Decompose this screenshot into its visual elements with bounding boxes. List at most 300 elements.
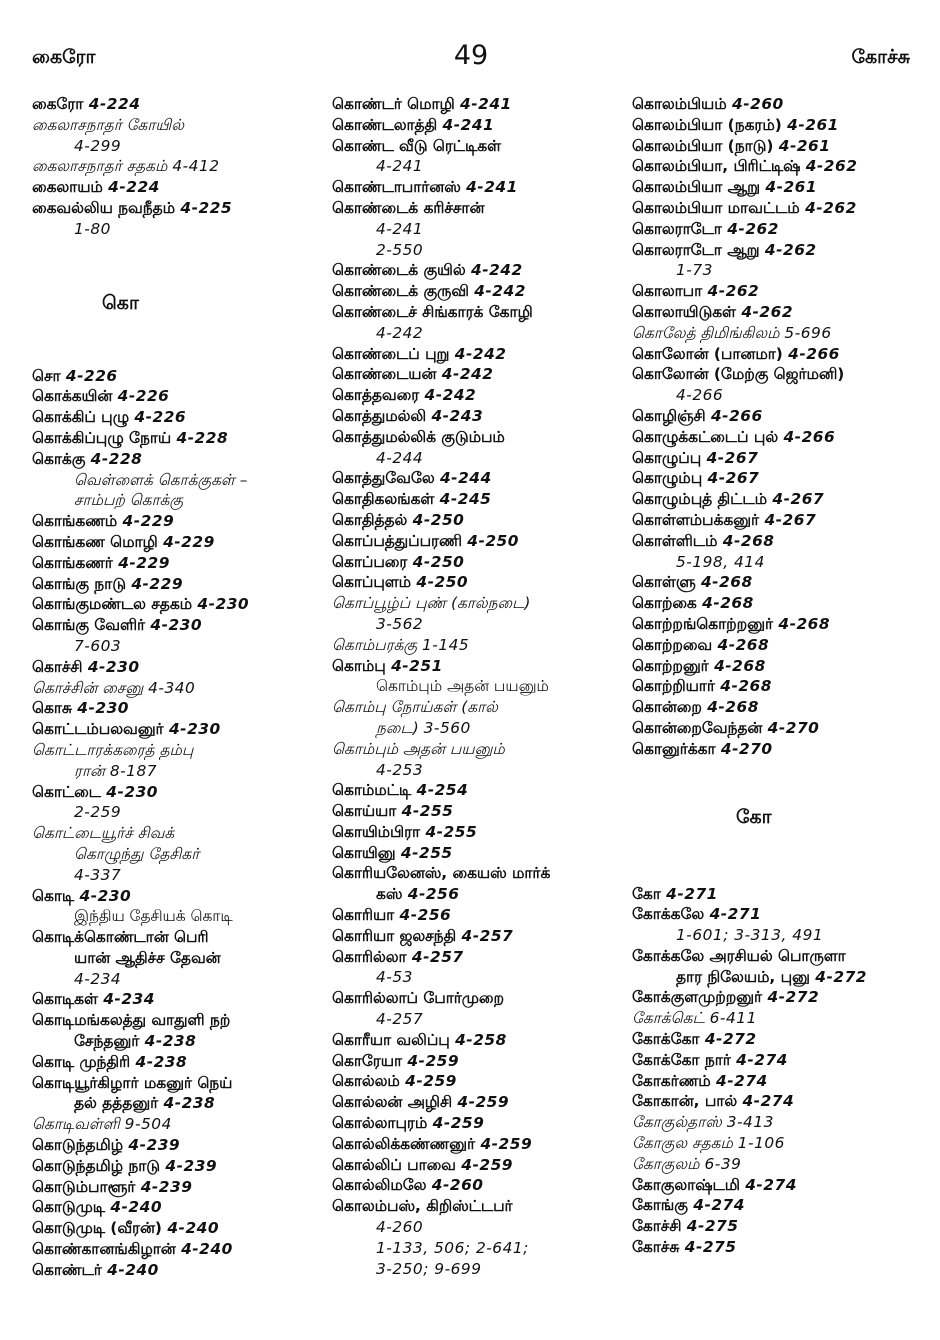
entry-term: கோ [632, 884, 661, 903]
index-entry [332, 1155, 632, 1176]
index-entry [32, 678, 332, 699]
volume-page-ref: 4-240 [110, 1198, 163, 1217]
index-entry [32, 761, 332, 782]
entry-term: கொய்யா [332, 802, 397, 821]
index-entry [332, 448, 632, 469]
entry-term: கொண்டைக் குருவி [332, 282, 469, 301]
entry-term: கொத்துவேலே [332, 469, 435, 488]
volume-page-ref: 4-241 [442, 115, 495, 134]
index-entry [332, 676, 632, 697]
entry-term: கோகான், பால் [632, 1092, 738, 1111]
entry-term: கொழும்பு [632, 469, 703, 488]
volume-page-ref: 4-255 [425, 822, 478, 841]
index-entry [332, 905, 632, 926]
volume-page-ref: 4-260 [732, 95, 784, 113]
index-entry [632, 614, 922, 635]
volume-page-ref: 4-250 [412, 552, 465, 571]
index-entry [632, 572, 922, 593]
index-entry [32, 1156, 332, 1177]
index-entry [32, 865, 332, 886]
entry-term: கொலாபா [632, 282, 703, 301]
entry-term: கொம்பு [332, 656, 386, 675]
index-entry [32, 198, 332, 219]
index-entry [332, 593, 632, 614]
volume-page-ref: 4-255 [401, 802, 454, 821]
entry-term: கொப்பூழ்ப் புண் (கால்நடை) [332, 594, 531, 613]
volume-page-ref: 4-268 [778, 614, 831, 633]
entry-term: கொரியலேனஸ், கையஸ் மார்க் [332, 864, 551, 883]
volume-page-ref: 4-234 [103, 990, 155, 1009]
entry-term: கோக்கலே அரசியல் பொருளா [632, 946, 846, 965]
index-entry [632, 1216, 922, 1237]
index-entry [332, 260, 632, 281]
volume-page-ref: 4-242 [470, 261, 523, 280]
volume-page-ref: 5-696 [784, 323, 832, 342]
index-entry [332, 1092, 632, 1113]
volume-page-ref: 4-262 [707, 282, 760, 301]
index-entry [32, 219, 332, 240]
entry-term: கொடிமங்கலத்து வாதுளி நற் [32, 1011, 231, 1030]
entry-term: கொன்றை [632, 698, 702, 717]
index-entry [632, 676, 922, 697]
page-number: 49 [453, 40, 489, 71]
index-entry [32, 740, 332, 761]
volume-page-ref: 4-260 [376, 1218, 424, 1237]
entry-term: கோச்சி [632, 1217, 682, 1236]
volume-page-ref: 4-239 [128, 1136, 181, 1155]
index-entry [632, 1071, 922, 1092]
index-entry [332, 635, 632, 656]
entry-term: கொழிஞ்சி [632, 406, 706, 425]
entry-term: கொண்டர் [32, 1260, 102, 1279]
volume-page-ref: 4-241 [460, 95, 512, 113]
entry-term: கொடி முந்திரி [32, 1052, 131, 1071]
volume-page-ref: 4-256 [399, 906, 452, 925]
index-entry [32, 136, 332, 157]
entry-term: தல் தத்தனுர் [74, 1094, 159, 1113]
volume-page-ref: 4-251 [391, 656, 443, 675]
index-entry [32, 386, 332, 407]
section-heading: கோ [736, 805, 772, 828]
volume-page-ref: 4-255 [400, 843, 453, 862]
index-entry [332, 1071, 632, 1092]
index-entry [332, 967, 632, 988]
volume-page-ref: 4-238 [135, 1052, 188, 1071]
volume-page-ref: 4-234 [74, 969, 122, 988]
volume-page-ref: 4-240 [107, 1260, 159, 1279]
index-entry [632, 656, 922, 677]
index-entry [32, 1239, 332, 1260]
index-entry [32, 719, 332, 740]
volume-page-ref: 4-272 [767, 988, 820, 1007]
volume-page-ref: 4-266 [676, 386, 724, 405]
volume-page-ref: 4-267 [764, 510, 817, 529]
index-entry [32, 636, 332, 657]
entry-term: கஸ் [376, 885, 403, 904]
index-entry [332, 1051, 632, 1072]
index-entry [332, 281, 632, 302]
entry-term: கொண்கானங்கிழான் [32, 1240, 176, 1259]
index-entry [332, 801, 632, 822]
volume-page-ref: 4-225 [180, 198, 233, 217]
entry-term: கொல்லிமலே [332, 1176, 427, 1195]
volume-page-ref: 4-242 [441, 365, 494, 384]
volume-page-ref: 4-253 [376, 760, 424, 779]
index-entry [32, 594, 332, 615]
volume-page-ref: 3-562 [376, 614, 424, 633]
index-entry [632, 1195, 922, 1216]
entry-term: கொழுப்பு [632, 448, 702, 467]
volume-page-ref: 4-257 [411, 947, 464, 966]
entry-term: கொம்பரக்கு [332, 635, 418, 654]
entry-term: கொத்துமல்லி [332, 406, 427, 425]
index-entry [32, 366, 332, 387]
index-entry [32, 823, 332, 844]
entry-term: கொலராடோ [632, 219, 722, 238]
index-entry [32, 490, 332, 511]
entry-term: கொடும்பாளூர் [32, 1177, 136, 1196]
volume-page-ref: 4-229 [163, 532, 215, 551]
volume-page-ref: 1-133, 506; 2-641; [376, 1238, 529, 1257]
index-entry [32, 657, 332, 678]
entry-term: கொற்றவை [632, 635, 713, 654]
volume-page-ref: 4-244 [376, 448, 424, 467]
entry-term: கொலாயிடுகள் [632, 302, 736, 321]
index-entry [32, 1197, 332, 1218]
index-entry [32, 156, 332, 177]
index-entry [332, 531, 632, 552]
volume-page-ref: 4-254 [416, 781, 469, 800]
volume-page-ref: 4-272 [815, 967, 868, 986]
entry-term: இந்திய தேசியக் கொடி [74, 907, 233, 926]
index-entry [32, 574, 332, 595]
index-entry [332, 240, 632, 261]
index-entry [32, 177, 332, 198]
volume-page-ref: 4-241 [466, 178, 518, 197]
index-entry [32, 1031, 332, 1052]
index-entry [32, 407, 332, 428]
index-entry [32, 511, 332, 532]
index-entry [332, 323, 632, 344]
entry-term: கொரியா [332, 906, 395, 925]
index-entry [632, 635, 922, 656]
index-entry [632, 344, 922, 365]
index-entry [632, 260, 922, 281]
entry-term: வெள்ளைக் கொக்குகள் – [74, 470, 248, 489]
index-entry [332, 1259, 632, 1280]
index-entry [32, 532, 332, 553]
entry-term: கோகுலம் [632, 1154, 700, 1173]
entry-term: கொங்கு வேளிர் [32, 616, 146, 635]
index-entry [332, 1009, 632, 1030]
entry-term: கொதிகலங்கள் [332, 490, 435, 509]
entry-term: கொரில்லா [332, 947, 407, 966]
volume-page-ref: 4-268 [717, 635, 770, 654]
index-entry [332, 427, 632, 448]
volume-page-ref: 6-411 [709, 1009, 757, 1028]
volume-page-ref: 4-228 [176, 428, 229, 447]
volume-page-ref: 4-274 [716, 1071, 768, 1090]
entry-term: கோச்சு [632, 1238, 680, 1257]
volume-page-ref: 4-261 [778, 136, 831, 155]
index-entry [32, 553, 332, 574]
entry-term: கொலம்பஸ், கிறிஸ்ட்டபர் [332, 1197, 513, 1216]
volume-page-ref: 4-230 [87, 657, 140, 676]
index-entry [332, 1134, 632, 1155]
entry-term: கொலம்பியா, பிரிட்டிஷ் [632, 157, 801, 176]
volume-page-ref: 4-229 [118, 553, 170, 572]
index-entry [332, 1113, 632, 1134]
volume-page-ref: 3-250; 9-699 [376, 1259, 482, 1278]
index-entry [632, 94, 922, 115]
entry-term: கொரில்லாப் போர்முறை [332, 989, 504, 1008]
page-header [32, 40, 910, 80]
index-entry [332, 406, 632, 427]
entry-term: கொலம்பியா மாவட்டம் [632, 198, 800, 217]
volume-page-ref: 4-239 [140, 1177, 193, 1196]
volume-page-ref: 4-230 [77, 699, 129, 718]
index-entry [632, 904, 922, 925]
index-entry [332, 760, 632, 781]
volume-page-ref: 4-258 [455, 1030, 507, 1049]
index-entry [632, 302, 922, 323]
entry-term: கொனுர்க்கா [632, 739, 716, 758]
entry-term: கொயிம்பிரா [332, 822, 421, 841]
entry-term: சேந்தனுர் [74, 1032, 140, 1051]
volume-page-ref: 4-239 [165, 1156, 218, 1175]
volume-page-ref: 4-242 [474, 282, 526, 301]
index-entry [32, 844, 332, 865]
volume-page-ref: 4-259 [405, 1072, 457, 1091]
index-entry [332, 884, 632, 905]
volume-page-ref: 4-226 [117, 387, 170, 406]
volume-page-ref: 4-230 [79, 886, 132, 905]
volume-page-ref: 4-240 [167, 1219, 220, 1238]
volume-page-ref: 7-603 [74, 636, 122, 655]
entry-term: கொலராடோ ஆறு [632, 240, 760, 259]
index-entry [332, 136, 632, 157]
index-entry [332, 1238, 632, 1259]
volume-page-ref: 1-80 [74, 219, 111, 238]
volume-page-ref: 4-272 [704, 1030, 757, 1049]
index-entry [32, 1114, 332, 1135]
volume-page-ref: 4-275 [686, 1217, 739, 1236]
index-entry [32, 989, 332, 1010]
entry-term: கோகர்ணம் [632, 1071, 711, 1090]
entry-term: கொண்டலாத்தி [332, 115, 438, 134]
entry-term: சொ [32, 366, 61, 385]
volume-page-ref: 4-242 [454, 344, 507, 363]
entry-term: நடை) [376, 718, 419, 737]
volume-page-ref: 4-230 [150, 616, 203, 635]
volume-page-ref: 1-601; 3-313, 491 [676, 926, 824, 945]
entry-term: கைலாயம் [32, 178, 103, 197]
volume-page-ref: 4-268 [702, 594, 754, 613]
volume-page-ref: 4-274 [693, 1196, 745, 1215]
entry-term: கொழுக்கட்டைப் புல் [632, 427, 779, 446]
header-first-word: கைரோ [32, 46, 96, 68]
index-entry [332, 697, 632, 718]
entry-term: கொக்கயின் [32, 387, 113, 406]
index-entry [332, 385, 632, 406]
entry-term: கொரியா ஜலசந்தி [332, 926, 457, 945]
volume-page-ref: 4-266 [788, 344, 840, 363]
volume-page-ref: 4-259 [461, 1155, 514, 1174]
entry-term: கொற்றனுர் [632, 656, 709, 675]
volume-page-ref: 2-259 [74, 803, 122, 822]
entry-term: கோகுல சதகம் [632, 1134, 733, 1153]
entry-term: கொட்டம்பலவனுர் [32, 720, 164, 739]
entry-term: கொலம்பியா ஆறு [632, 178, 760, 197]
entry-term: கொள்ளம்பக்கனுர் [632, 510, 760, 529]
volume-page-ref: 4-259 [457, 1093, 510, 1112]
index-entry [332, 468, 632, 489]
entry-term: கொள்ளு [632, 573, 696, 592]
volume-page-ref: 4-299 [74, 136, 122, 155]
index-entry [632, 240, 922, 261]
volume-page-ref: 4-274 [745, 1175, 797, 1194]
index-entry [632, 967, 922, 988]
index-entry [632, 177, 922, 198]
volume-page-ref: 4-226 [65, 366, 118, 385]
entry-term: கொண்டாபார்னஸ் [332, 178, 461, 197]
index-entry [632, 219, 922, 240]
index-entry [32, 449, 332, 470]
volume-page-ref: 4-268 [700, 573, 753, 592]
index-entry [32, 886, 332, 907]
entry-term: கொம்பும் அதன் பயனும் [376, 677, 549, 696]
volume-page-ref: 4-224 [108, 178, 160, 197]
volume-page-ref: 4-226 [134, 408, 187, 427]
section-heading: கொ [102, 291, 139, 314]
entry-term: கொடியூர்கிழார் மகனுர் நெய் [32, 1073, 233, 1092]
index-entry [632, 385, 922, 406]
index-entry [332, 614, 632, 635]
index-entry [632, 925, 922, 946]
volume-page-ref: 4-274 [736, 1050, 788, 1069]
volume-page-ref: 4-53 [376, 968, 413, 987]
volume-page-ref: 5-198, 414 [676, 552, 765, 571]
index-entry [632, 1133, 922, 1154]
index-entry [332, 863, 632, 884]
index-entry [632, 448, 922, 469]
index-entry [332, 552, 632, 573]
index-entry [632, 1175, 922, 1196]
volume-page-ref: 4-266 [710, 406, 763, 425]
index-entry [332, 926, 632, 947]
entry-term: கொண்டைக் கரிச்சான் [332, 198, 485, 217]
index-entry [632, 364, 922, 385]
index-entry [332, 198, 632, 219]
entry-term: கொழும்புத் திட்டம் [632, 490, 768, 509]
entry-term: தார நிலேயம், புனு [676, 967, 810, 986]
index-column-1 [32, 94, 332, 1281]
volume-page-ref: 4-250 [412, 510, 465, 529]
volume-page-ref: 4-224 [88, 95, 141, 113]
volume-page-ref: 4-230 [106, 782, 159, 801]
index-entry [632, 510, 922, 531]
entry-term: கொப்புளம் [332, 573, 412, 592]
volume-page-ref: 4-257 [461, 926, 514, 945]
volume-page-ref: 2-550 [376, 240, 424, 259]
entry-term: கொத்தவரை [332, 386, 420, 405]
index-entry [632, 697, 922, 718]
volume-page-ref: 4-259 [407, 1051, 460, 1070]
volume-page-ref: 4-262 [805, 157, 858, 176]
index-entry [32, 1135, 332, 1156]
volume-page-ref: 4-262 [805, 198, 857, 217]
volume-page-ref: 4-245 [439, 490, 492, 509]
section-spacer [32, 240, 332, 292]
index-entry [632, 156, 922, 177]
index-entry [32, 1218, 332, 1239]
entry-term: கொலோன் (பானமா) [632, 344, 783, 363]
index-entry [332, 739, 632, 760]
entry-term: கொங்கண மொழி [32, 532, 158, 551]
entry-term: கொட்டாரக்கரைத் தம்பு [32, 740, 194, 759]
entry-term: யான் ஆதிச்ச தேவன் [74, 948, 221, 967]
entry-term: கொல்லிப் பாவை [332, 1155, 456, 1174]
index-entry [32, 948, 332, 969]
volume-page-ref: 4-261 [765, 178, 818, 197]
index-entry [332, 656, 632, 677]
section-spacer [632, 828, 922, 884]
volume-page-ref: 4-238 [163, 1094, 216, 1113]
index-entry [332, 510, 632, 531]
volume-page-ref: 4-229 [122, 512, 175, 531]
entry-term: கொங்கணம் [32, 512, 118, 531]
volume-page-ref: 4-250 [467, 531, 519, 550]
entry-term: கொடுந்தமிழ் [32, 1136, 124, 1155]
entry-term: கைரோ [32, 95, 84, 113]
entry-term: கொடி [32, 886, 75, 905]
volume-page-ref: 4-267 [706, 448, 759, 467]
index-entry [632, 406, 922, 427]
entry-term: கோங்கு [632, 1196, 688, 1215]
volume-page-ref: 4-340 [148, 678, 196, 697]
entry-term: கொயினு [332, 843, 396, 862]
volume-page-ref: 4-268 [707, 698, 759, 717]
index-entry [332, 1217, 632, 1238]
entry-term: கொப்பத்துப்பரணி [332, 531, 462, 550]
index-entry [332, 572, 632, 593]
volume-page-ref: 4-262 [764, 240, 817, 259]
entry-term: கொலம்பியா (நாடு) [632, 136, 774, 155]
entry-term: கொங்குமண்டல சதகம் [32, 595, 193, 614]
entry-term: கொண்டையன் [332, 365, 437, 384]
volume-page-ref: 4-275 [684, 1238, 737, 1257]
entry-term: கொற்கை [632, 594, 697, 613]
index-entry [632, 1237, 922, 1258]
entry-term: கொண்டைப் புறு [332, 344, 450, 363]
index-entry [632, 1112, 922, 1133]
entry-term: கொச்சின் சைனு [32, 678, 144, 697]
entry-term: கோக்கலே [632, 905, 705, 924]
index-entry [32, 1052, 332, 1073]
volume-page-ref: 1-106 [737, 1134, 785, 1153]
entry-term: கோக்கோ நார் [632, 1050, 731, 1069]
entry-term: கொக்கிப்புழு நோய் [32, 428, 172, 447]
entry-term: கோக்கெட் [632, 1009, 705, 1028]
index-entry [632, 468, 922, 489]
index-entry [332, 364, 632, 385]
index-entry [32, 698, 332, 719]
volume-page-ref: 4-271 [709, 905, 762, 924]
entry-term: கோகுல்தாஸ் [632, 1113, 722, 1132]
entry-term: கொள்ளிடம் [632, 531, 718, 550]
volume-page-ref: 8-187 [109, 761, 158, 780]
index-entry [632, 987, 922, 1008]
